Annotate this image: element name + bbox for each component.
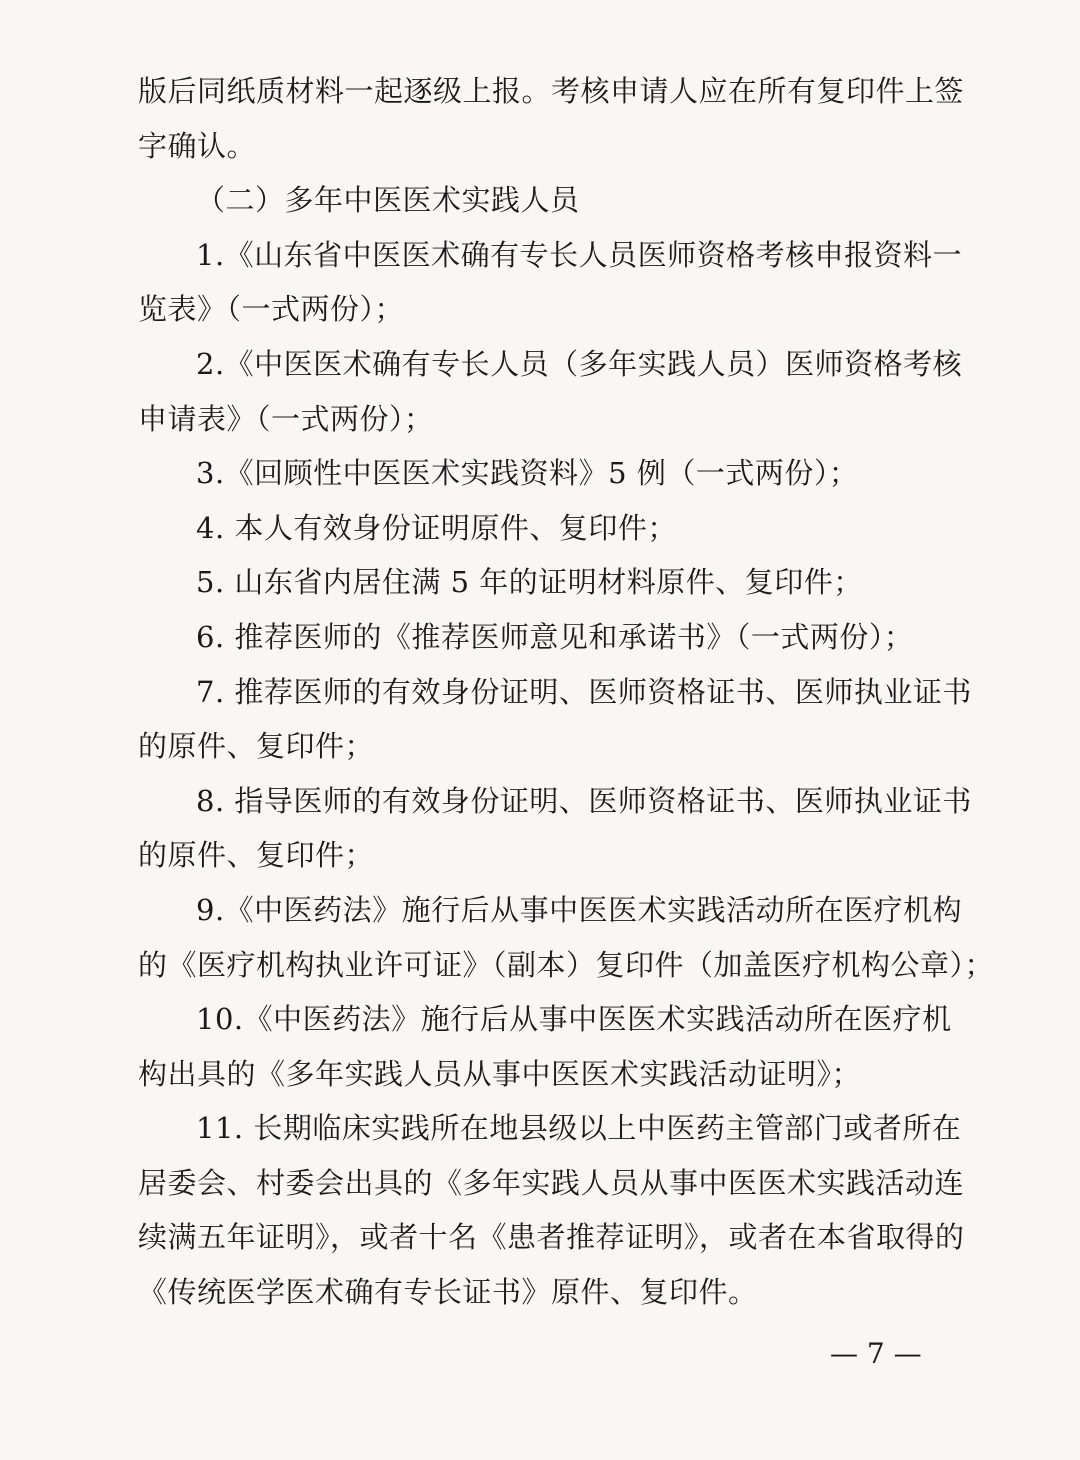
list-item-line: 的《医疗机构执业许可证》（副本）复印件（加盖医疗机构公章）； [138, 947, 995, 982]
list-item-line: 10.《中医药法》施行后从事中医医术实践活动所在医疗机 [196, 1002, 952, 1037]
list-item-line: 构出具的《多年实践人员从事中医医术实践活动证明》； [138, 1056, 862, 1091]
list-item-line: 《传统医学医术确有专长证书》原件、复印件。 [138, 1275, 758, 1310]
paragraph-line: 版后同纸质材料一起逐级上报。考核申请人应在所有复印件上签 [138, 74, 965, 108]
list-item-line: 5. 山东省内居住满 5 年的证明材料原件、复印件； [196, 565, 863, 600]
document-body [138, 64, 995, 1320]
list-item-line: 7. 推荐医师的有效身份证明、医师资格证书、医师执业证书 [196, 674, 972, 709]
list-item-line: 居委会、村委会出具的《多年实践人员从事中医医术实践活动连 [138, 1165, 965, 1200]
list-item-line: 2.《中医医术确有专长人员（多年实践人员）医师资格考核 [196, 346, 963, 381]
paragraph-line: 字确认。 [138, 128, 257, 163]
list-item-line: 续满五年证明》，或者十名《患者推荐证明》，或者在本省取得的 [138, 1220, 965, 1255]
list-item-line: 的原件、复印件； [138, 838, 375, 873]
list-item-line: 申请表》（一式两份）； [138, 401, 434, 436]
list-item-line: 3.《回顾性中医医术实践资料》5 例（一式两份）； [196, 456, 859, 491]
list-item-line: 4. 本人有效身份证明原件、复印件； [196, 510, 677, 545]
list-item-line: 1.《山东省中医医术确有专长人员医师资格考核申报资料一 [196, 237, 963, 272]
section-heading: （二）多年中医医术实践人员 [196, 183, 580, 218]
list-item-line: 8. 指导医师的有效身份证明、医师资格证书、医师执业证书 [196, 783, 972, 818]
list-item-line: 览表》（一式两份）； [138, 292, 405, 327]
list-item-line: 11. 长期临床实践所在地县级以上中医药主管部门或者所在 [196, 1111, 962, 1146]
list-item-line: 的原件、复印件； [138, 729, 375, 764]
list-item-line: 6. 推荐医师的《推荐医师意见和承诺书》（一式两份）； [196, 619, 914, 654]
page-number: — 7 — [830, 1337, 922, 1370]
list-item-line: 9.《中医药法》施行后从事中医医术实践活动所在医疗机构 [196, 892, 963, 927]
